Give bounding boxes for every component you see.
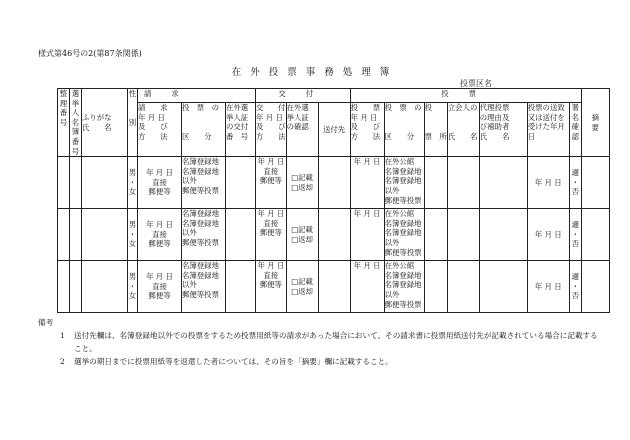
cell-remarks[interactable]	[581, 157, 609, 209]
header-vote-date	[350, 103, 384, 157]
text-line	[448, 122, 479, 132]
text-line: 以外	[384, 289, 400, 299]
cell-seq[interactable]	[58, 261, 70, 313]
text-line: 名簿登録地	[384, 166, 422, 176]
text-line: 投票の送致	[527, 103, 565, 113]
cell-overseas-card-confirm[interactable]	[286, 209, 318, 261]
text-line: の確認	[286, 122, 309, 132]
text-line: ・	[128, 281, 137, 291]
header-char: 理	[59, 98, 68, 108]
text-line: ・	[128, 229, 137, 239]
cell-polling-place[interactable]	[424, 261, 447, 313]
text-line: 在外選	[226, 103, 249, 113]
text-line: 方 法	[350, 131, 381, 141]
text-line: ・	[571, 229, 579, 239]
cell-overseas-card-confirm[interactable]	[286, 157, 318, 209]
notes-section	[38, 316, 598, 368]
cell-registry[interactable]	[70, 157, 82, 209]
cell-request-division[interactable]	[182, 209, 226, 261]
text-line: 年 月 日	[257, 261, 285, 271]
table-row	[58, 261, 610, 313]
cell-send-destination[interactable]	[318, 209, 350, 261]
text-line: 及 び	[138, 122, 168, 132]
text-line: 年 月 日	[146, 272, 173, 282]
cell-vote-division[interactable]	[384, 261, 424, 313]
text-line: 名簿登録地	[384, 218, 422, 228]
text-line: 氏 名	[479, 131, 510, 141]
header-vote-division	[384, 103, 424, 157]
text-line: 以外	[384, 185, 400, 195]
header-name	[82, 89, 128, 157]
header-char: 挙	[71, 98, 80, 108]
header-char: 簿	[71, 127, 80, 137]
cell-name[interactable]	[82, 261, 128, 313]
text-line: 投 票	[350, 103, 381, 113]
text-line: 票 所	[424, 131, 447, 141]
text-line: 年 月 日	[146, 220, 173, 230]
text-line: 名簿登録地	[384, 228, 422, 238]
text-line: 代理投票	[479, 103, 510, 113]
header-request-date	[138, 103, 182, 157]
header-char: 号	[71, 146, 80, 156]
cell-issue-date[interactable]	[256, 209, 287, 261]
text-line: 直接	[152, 177, 167, 187]
text-line: 郵便等	[148, 239, 171, 249]
header-return-date	[527, 103, 569, 157]
text-line: 郵便等投票	[384, 247, 422, 257]
cell-signature-check[interactable]	[569, 157, 581, 209]
text-line: 以外	[182, 176, 197, 186]
header-seq	[58, 89, 70, 157]
header-request-division	[182, 103, 226, 157]
text-line: 名簿登録地	[384, 270, 422, 280]
notes-heading: 備考	[38, 318, 54, 327]
cell-registry[interactable]	[70, 209, 82, 261]
text-line: 在外公館	[384, 157, 415, 167]
header-row-groups	[58, 89, 610, 103]
text-line	[182, 122, 225, 132]
text-line: 直接	[263, 166, 279, 176]
text-line	[385, 113, 424, 123]
text-line: 適	[571, 168, 579, 178]
text-line: 年 月 日	[350, 112, 378, 122]
text-line: 及 び	[350, 122, 381, 132]
cell-issue-date[interactable]	[256, 157, 287, 209]
cell-return-date[interactable]: 年 月 日	[527, 157, 569, 209]
cell-polling-place[interactable]	[424, 157, 447, 209]
text-line: 受けた年月	[527, 122, 565, 132]
voting-record-table	[57, 88, 614, 313]
header-char: 号	[59, 117, 68, 127]
text-line: 否	[571, 291, 579, 301]
note-item	[38, 355, 598, 368]
text-line: 立会人の	[447, 103, 478, 113]
cell-polling-place[interactable]	[424, 209, 447, 261]
cell-vote-division[interactable]	[384, 157, 424, 209]
text-line: 投	[424, 103, 432, 113]
text-line: び補助者	[479, 122, 510, 132]
header-char: 別	[128, 117, 137, 127]
cell-gender[interactable]	[128, 209, 138, 261]
cell-request-division[interactable]	[182, 157, 226, 209]
cell-signature-check[interactable]	[569, 209, 581, 261]
cell-overseas-card-number[interactable]	[226, 261, 256, 313]
text-line: 年 月 日	[256, 112, 283, 122]
text-line: ・	[571, 281, 579, 291]
text-line: 郵便等	[259, 176, 282, 186]
text-line: 署	[571, 103, 579, 113]
text-line: ・	[571, 177, 579, 187]
polling-district-label: 投票区名	[460, 79, 492, 88]
header-signature-check	[569, 103, 581, 157]
text-line: 方 法	[256, 131, 286, 141]
text-line: □記載	[291, 173, 313, 183]
cell-seq[interactable]	[58, 209, 70, 261]
cell-request-date[interactable]	[138, 157, 182, 209]
cell-send-destination[interactable]	[318, 261, 350, 313]
text-line: □返却	[291, 234, 313, 244]
text-line: □記載	[291, 277, 313, 287]
cell-proxy-voting[interactable]	[479, 209, 527, 261]
note-number: 2	[60, 357, 65, 366]
text-line	[385, 122, 424, 132]
cell-remarks[interactable]	[581, 209, 609, 261]
text-line: 区 分	[384, 131, 415, 141]
note-number: 1	[60, 331, 65, 340]
text-line: 区 分	[182, 131, 212, 141]
document-title: 在外投票事務処理簿	[231, 67, 399, 78]
text-line: 郵便等投票	[182, 237, 219, 247]
header-char: 性	[128, 89, 137, 98]
text-line: 名簿登録地	[182, 209, 219, 219]
cell-signature-check[interactable]	[569, 261, 581, 313]
text-line: 年 月 日	[138, 112, 165, 122]
text-line: 名簿登録地	[384, 280, 422, 290]
text-line: 女	[128, 291, 137, 301]
text-line: 男	[128, 272, 137, 282]
text-line: 直接	[152, 229, 167, 239]
cell-send-destination[interactable]	[318, 157, 350, 209]
header-overseas-card-number	[226, 103, 256, 157]
note-text: 選挙の期日までに投票用紙等を返還した者については、その旨を「摘要」欄に記載すること。	[74, 357, 393, 366]
text-line: 番 号	[226, 131, 249, 141]
text-line: 直接	[263, 218, 279, 228]
cell-proxy-voting[interactable]	[479, 261, 527, 313]
header-polling-place	[424, 103, 447, 157]
text-line: ・	[128, 177, 137, 187]
cell-remarks[interactable]	[581, 261, 609, 313]
text-line: 氏 名	[447, 131, 478, 141]
text-line: 郵便等	[148, 291, 171, 301]
text-line: 以外	[384, 237, 400, 247]
text-line: 以外	[182, 228, 197, 238]
cell-proxy-voting[interactable]	[479, 157, 527, 209]
cell-vote-date[interactable]: 年 月 日	[350, 209, 384, 261]
text-line: 男	[128, 220, 137, 230]
header-witness-name	[447, 103, 479, 157]
text-line	[425, 122, 447, 132]
text-line: 認	[571, 131, 579, 141]
cell-vote-date[interactable]: 年 月 日	[350, 261, 384, 313]
text-line: 名簿登録地	[384, 176, 422, 186]
text-line: 郵便等	[148, 187, 171, 197]
text-line: 郵便等投票	[182, 185, 219, 195]
text-line: 名簿登録地	[182, 218, 219, 228]
text-line: 直接	[152, 281, 167, 291]
header-char: 選	[71, 89, 80, 98]
cell-return-date[interactable]: 年 月 日	[527, 261, 569, 313]
header-group-vote: 投票	[350, 89, 581, 103]
text-line: 名	[571, 112, 579, 122]
text-line	[182, 113, 225, 123]
cell-request-division[interactable]	[182, 261, 226, 313]
text-line: 在外公館	[384, 261, 415, 271]
text-line: 在外公館	[384, 209, 415, 219]
text-line: 又は送付を	[527, 112, 565, 122]
cell-request-date[interactable]	[138, 209, 182, 261]
table-row	[58, 157, 610, 209]
text-line: 日	[527, 131, 536, 141]
header-remarks: 摘 要	[581, 89, 609, 157]
cell-seq[interactable]	[58, 157, 70, 209]
text-line: 及 び	[256, 122, 286, 132]
cell-overseas-card-number[interactable]	[226, 209, 256, 261]
header-overseas-card-confirm	[286, 103, 318, 157]
cell-registry[interactable]	[70, 261, 82, 313]
text-line: 否	[571, 187, 579, 197]
note-text: 送付先欄は、名簿登録地以外での投票をするため投票用紙等の請求があった場合において、その請求書に投票用紙送付先が記載されている場合に記載すること。	[74, 331, 598, 353]
text-line: 女	[128, 239, 137, 249]
text-line: 郵便等	[259, 280, 282, 290]
text-line: □返却	[291, 286, 313, 296]
cell-issue-date[interactable]	[256, 261, 287, 313]
text-line: 郵便等	[259, 228, 282, 238]
header-char: 番	[59, 108, 68, 118]
note-item	[38, 329, 598, 355]
cell-name[interactable]	[82, 157, 128, 209]
cell-witness-name[interactable]	[447, 209, 479, 261]
cell-gender[interactable]	[128, 157, 138, 209]
header-char: 人	[71, 108, 80, 118]
text-line: 年 月 日	[257, 157, 285, 167]
text-line: 在外選	[286, 103, 309, 113]
text-line: 年 月 日	[146, 168, 173, 178]
text-line: 請 求	[138, 103, 168, 113]
cell-overseas-card-number[interactable]	[226, 157, 256, 209]
header-group-request: 請求	[138, 89, 256, 103]
cell-vote-division[interactable]	[384, 209, 424, 261]
header-group-issue: 交付	[256, 89, 351, 103]
text-line: 年 月 日	[257, 209, 285, 219]
table-row	[58, 209, 610, 261]
header-line: 氏 名	[82, 122, 112, 132]
text-line: 直接	[263, 270, 279, 280]
text-line: 名簿登録地	[182, 157, 219, 167]
text-line: 投 票 の	[384, 103, 422, 113]
text-line: 郵便等投票	[384, 195, 422, 205]
text-line: 適	[571, 272, 579, 282]
header-char: 整	[59, 89, 68, 98]
text-line: 郵便等投票	[182, 289, 219, 299]
text-line: 確	[571, 122, 579, 132]
header-row-subheaders	[58, 103, 610, 157]
header-proxy-voting	[479, 103, 527, 157]
header-gender	[128, 89, 138, 157]
text-line: 名簿登録地	[182, 166, 219, 176]
cell-vote-date[interactable]: 年 月 日	[350, 157, 384, 209]
header-char	[128, 108, 137, 118]
text-line: 男	[128, 168, 137, 178]
text-line: □記載	[291, 225, 313, 235]
header-send-destination: 送付先	[318, 103, 350, 157]
text-line: 名簿登録地	[182, 270, 219, 280]
text-line: 方 法	[138, 131, 168, 141]
cell-name[interactable]	[82, 209, 128, 261]
header-char: 番	[71, 136, 80, 146]
text-line: 投 票 の	[182, 103, 219, 113]
text-line: □返却	[291, 182, 313, 192]
form-number: 様式第46号の2(第87条関係)	[38, 49, 142, 58]
text-line: の交付	[226, 122, 249, 132]
text-line: 挙人証	[286, 112, 309, 122]
text-line: の理由及	[479, 112, 510, 122]
text-line: 女	[128, 187, 137, 197]
cell-witness-name[interactable]	[447, 261, 479, 313]
cell-return-date[interactable]: 年 月 日	[527, 209, 569, 261]
cell-witness-name[interactable]	[447, 157, 479, 209]
header-issue-date	[256, 103, 287, 157]
text-line: 否	[571, 239, 579, 249]
cell-overseas-card-confirm[interactable]	[286, 261, 318, 313]
text-line: 適	[571, 220, 579, 230]
text-line: 交 付	[256, 103, 286, 113]
text-line	[448, 113, 479, 123]
text-line: 挙人証	[226, 112, 249, 122]
text-line	[425, 113, 447, 123]
text-line: 郵便等投票	[384, 299, 422, 309]
header-char	[128, 99, 137, 109]
header-char: 名	[71, 117, 80, 127]
header-registry	[70, 89, 82, 157]
text-line: 以外	[182, 280, 197, 290]
header-line: ふりがな	[82, 112, 112, 122]
text-line: 名簿登録地	[182, 261, 219, 271]
cell-gender[interactable]	[128, 261, 138, 313]
cell-request-date[interactable]	[138, 261, 182, 313]
